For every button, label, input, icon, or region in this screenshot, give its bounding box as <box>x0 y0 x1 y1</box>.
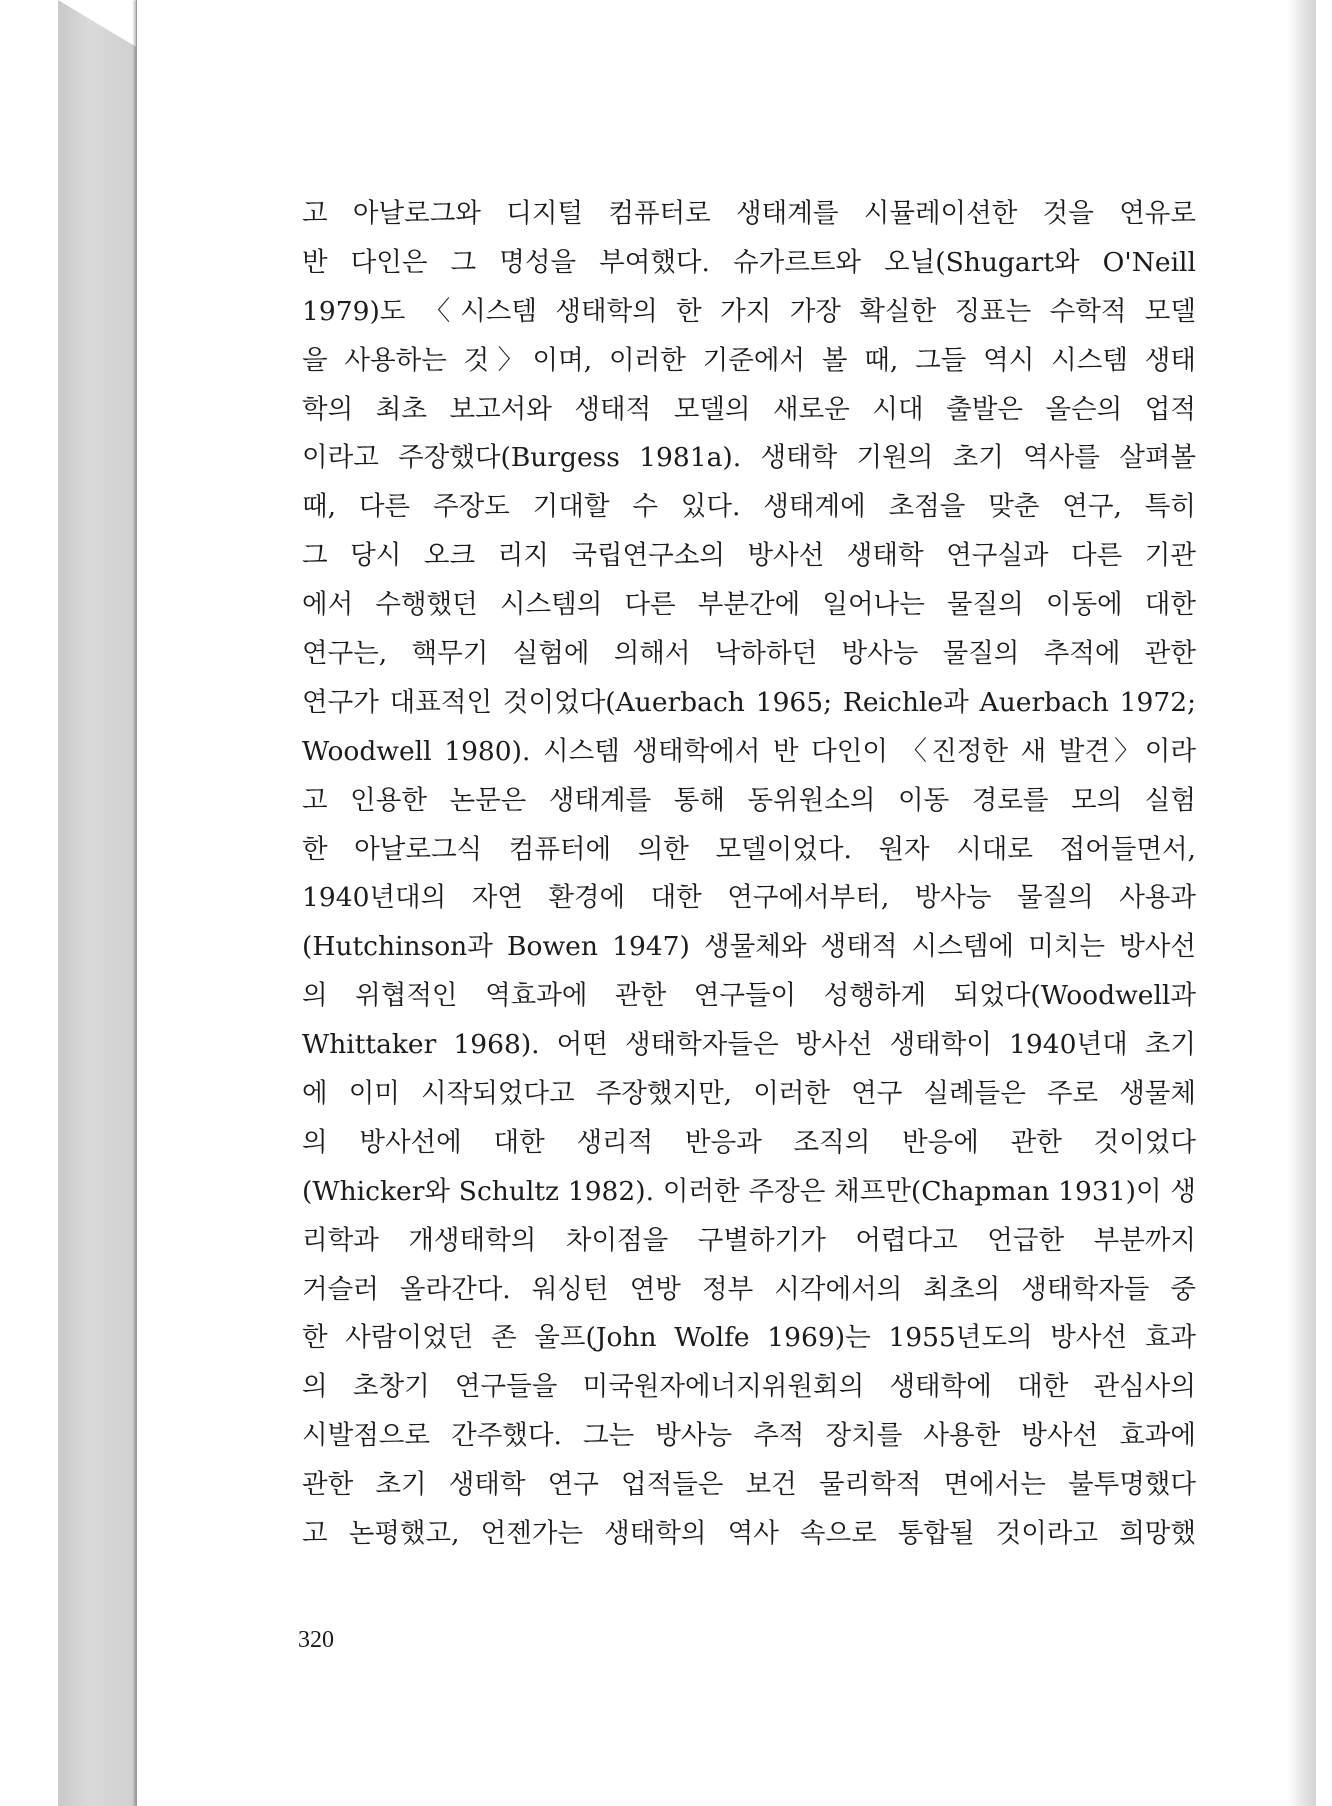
text-line: Woodwell 1980). 시스템 생태학에서 반 다인이 〈진정한 새 발견〉이라 <box>302 735 1196 767</box>
text-line: 리학과 개생태학의 차이점을 구별하기가 어렵다고 언급한 부분까지 <box>302 1224 1196 1256</box>
text-line: 의 위협적인 역효과에 관한 연구들이 성행하게 되었다(Woodwell과 <box>302 980 1196 1012</box>
text-line: 연구는, 핵무기 실험에 의해서 낙하하던 방사능 물질의 추적에 관한 <box>302 638 1196 670</box>
book-spine-top <box>58 0 138 48</box>
text-line: (Whicker와 Schultz 1982). 이러한 주장은 채프만(Chapman 1931)이 생 <box>302 1175 1196 1207</box>
text-line: 의 방사선에 대한 생리적 반응과 조직의 반응에 관한 것이었다 <box>302 1126 1196 1158</box>
text-line: 한 아날로그식 컴퓨터에 의한 모델이었다. 원자 시대로 접어들면서, <box>302 833 1196 865</box>
text-line: 에서 수행했던 시스템의 다른 부분간에 일어나는 물질의 이동에 대한 <box>302 589 1196 621</box>
text-line: 그 당시 오크 리지 국립연구소의 방사선 생태학 연구실과 다른 기관 <box>302 540 1196 572</box>
text-line: 학의 최초 보고서와 생태적 모델의 새로운 시대 출발은 올슨의 업적 <box>302 393 1196 425</box>
text-line: 1979)도 〈시스템 생태학의 한 가지 가장 확실한 징표는 수학적 모델 <box>302 295 1196 327</box>
text-line: 거슬러 올라간다. 워싱턴 연방 정부 시각에서의 최초의 생태학자들 중 <box>302 1273 1196 1305</box>
text-line: 관한 초기 생태학 연구 업적들은 보건 물리학적 면에서는 불투명했다 <box>302 1469 1196 1501</box>
text-line: 의 초창기 연구들을 미국원자에너지위원회의 생태학에 대한 관심사의 <box>302 1371 1196 1403</box>
text-line: 한 사람이었던 존 울프(John Wolfe 1969)는 1955년도의 방사선 효과 <box>302 1322 1196 1354</box>
text-line: 에 이미 시작되었다고 주장했지만, 이러한 연구 실례들은 주로 생물체 <box>302 1078 1196 1110</box>
text-line: (Hutchinson과 Bowen 1947) 생물체와 생태적 시스템에 미치는 방사선 <box>302 931 1196 963</box>
text-line: 을 사용하는 것〉이며, 이러한 기준에서 볼 때, 그들 역시 시스템 생태 <box>302 344 1196 376</box>
text-line: Whittaker 1968). 어떤 생태학자들은 방사선 생태학이 1940년대 초기 <box>302 1029 1196 1061</box>
page-number: 320 <box>298 1627 334 1653</box>
page-right-edge-shadow <box>1288 0 1316 1806</box>
page-left-edge <box>136 0 137 1806</box>
text-line: 고 인용한 논문은 생태계를 통해 동위원소의 이동 경로를 모의 실험 <box>302 784 1196 816</box>
text-line: 시발점으로 간주했다. 그는 방사능 추적 장치를 사용한 방사선 효과에 <box>302 1420 1196 1452</box>
text-line: 연구가 대표적인 것이었다(Auerbach 1965; Reichle과 Auerbach 1972; <box>302 686 1196 718</box>
body-text <box>302 190 1196 1559</box>
text-line: 반 다인은 그 명성을 부여했다. 슈가르트와 오닐(Shugart와 O'Neill <box>302 246 1196 278</box>
text-line: 때, 다른 주장도 기대할 수 있다. 생태계에 초점을 맞춘 연구, 특히 <box>302 491 1196 523</box>
text-line: 고 아날로그와 디지털 컴퓨터로 생태계를 시뮬레이션한 것을 연유로 <box>302 198 1196 229</box>
text-line: 1940년대의 자연 환경에 대한 연구에서부터, 방사능 물질의 사용과 <box>302 882 1196 914</box>
text-line: 고 논평했고, 언젠가는 생태학의 역사 속으로 통합될 것이라고 희망했 <box>302 1518 1196 1550</box>
text-line: 이라고 주장했다(Burgess 1981a). 생태학 기원의 초기 역사를 살펴볼 <box>302 442 1196 474</box>
book-spine <box>58 0 138 1806</box>
